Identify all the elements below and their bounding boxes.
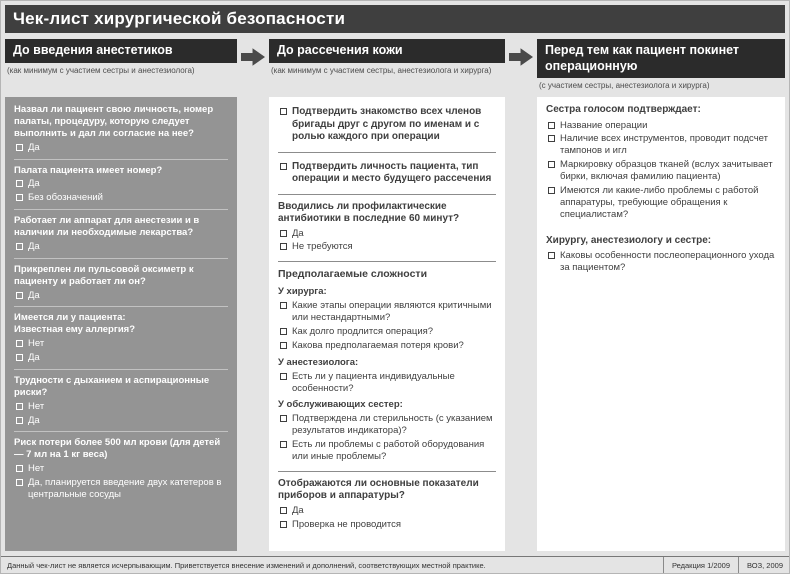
checkbox-option: [16, 142, 228, 154]
option-label: Не требуются: [292, 241, 353, 253]
subgroup-title: У анестезиолога:: [278, 356, 359, 368]
page-title-bar: [5, 5, 785, 33]
checkbox-icon[interactable]: [280, 163, 287, 170]
footer-revision: Редакция 1/2009: [671, 560, 731, 570]
option-label: Да: [28, 240, 40, 252]
checkbox-option: [16, 401, 228, 413]
footer-divider: [738, 557, 739, 573]
checkbox-option: [548, 120, 776, 132]
checkbox-icon[interactable]: [16, 354, 23, 361]
checkbox-option: [280, 371, 496, 395]
arrow-right-icon: [509, 47, 533, 67]
checkbox-option: [16, 477, 228, 501]
checklist-section: [14, 159, 228, 205]
option-label: Да: [28, 352, 40, 363]
column-header: До введения анестетиков: [5, 39, 237, 63]
checkbox-icon[interactable]: [280, 415, 287, 422]
checkbox-option: [16, 241, 228, 253]
checkbox-icon[interactable]: [16, 465, 23, 472]
option-label: Да: [28, 178, 40, 190]
checkbox-option: [16, 338, 228, 350]
checkbox-icon[interactable]: [16, 292, 23, 299]
checkbox-icon[interactable]: [280, 342, 287, 349]
option-label: Какова предполагаемая потеря крови?: [292, 339, 464, 351]
checkbox-option: [548, 159, 776, 183]
checkbox-icon[interactable]: [280, 373, 287, 380]
question-text: Назвал ли пациент свою личность, номер палаты, процедуру, которую следует выполнить и дал ли согласие на нее?: [14, 104, 214, 139]
column-header: До рассечения кожи: [269, 39, 505, 63]
checklist-section: [14, 209, 228, 253]
checkbox-icon[interactable]: [280, 521, 287, 528]
option-label: Есть ли у пациента индивидуальные особенности?: [292, 370, 455, 394]
checkbox-icon[interactable]: [548, 122, 555, 129]
column-header-area: [537, 39, 785, 97]
option-label: Наличие всех инструментов, проводит подсчет тампонов и игл: [560, 133, 768, 157]
option-label: Какие этапы операции являются критичными или нестандартными?: [292, 300, 492, 324]
checklist-group-team: [546, 235, 776, 274]
checkbox-icon[interactable]: [280, 328, 287, 335]
checkbox-icon[interactable]: [16, 417, 23, 424]
column-header-area: [269, 39, 505, 97]
column-subtitle: (как минимум с участием сестры и анестезиолога): [7, 65, 195, 75]
flow-arrow-container: [505, 39, 537, 551]
checkbox-option: [280, 439, 496, 463]
checkbox-option: [280, 519, 496, 531]
checkbox-icon[interactable]: [16, 144, 23, 151]
checkbox-option: [280, 340, 496, 352]
checkbox-option: [548, 133, 776, 157]
checkbox-option: [280, 300, 496, 324]
checkbox-option: [280, 161, 496, 186]
footer-divider: [663, 557, 664, 573]
checkbox-option: [280, 228, 496, 240]
question-text: Известная ему аллергия?: [14, 324, 136, 336]
option-label: Подтвердить знакомство всех членов бригады друг с другом по именам и с ролью каждого при операции: [292, 106, 482, 142]
checklist-section: [14, 104, 228, 154]
checkbox-icon[interactable]: [548, 161, 555, 168]
checkbox-icon[interactable]: [280, 230, 287, 237]
checklist-section: [14, 369, 228, 427]
question-text: Палата пациента имеет номер?: [14, 164, 163, 176]
question-text: Отображаются ли основные показатели приборов и аппаратуры?: [278, 477, 479, 502]
column-before-patient-leaves: [537, 39, 785, 551]
checkbox-option: [548, 250, 776, 274]
column-header-area: [5, 39, 237, 97]
group-title: Сестра голосом подтверждает:: [546, 104, 701, 115]
question-text: Имеется ли у пациента:: [14, 312, 126, 324]
checkbox-icon[interactable]: [16, 180, 23, 187]
checkbox-icon[interactable]: [280, 108, 287, 115]
option-label: Без обозначений: [28, 192, 103, 204]
checklist-section: [14, 306, 228, 364]
subgroup-title: У хирурга:: [278, 286, 327, 298]
group-title: Хирургу, анестезиологу и сестре:: [546, 234, 712, 246]
footer-disclaimer: Данный чек-лист не является исчерпывающим. Приветствуется внесение изменений и дополнений, соответствующих местной практике.: [7, 560, 486, 570]
question-text: Работает ли аппарат для анестезии и в наличии ли необходимые лекарства?: [14, 215, 200, 238]
checkbox-icon[interactable]: [280, 507, 287, 514]
checklist-block: [278, 194, 496, 262]
option-label: Маркировку образцов тканей (вслух зачитывает бирки, включая фамилию пациента): [560, 159, 773, 182]
option-label: Название операции: [560, 119, 648, 131]
question-text: Вводились ли профилактические антибиотики в последние 60 минут?: [278, 200, 460, 224]
checkbox-icon[interactable]: [280, 441, 287, 448]
checkbox-icon[interactable]: [16, 340, 23, 347]
checkbox-option: [16, 192, 228, 204]
option-label: Нет: [28, 463, 45, 475]
checkbox-option: [280, 413, 496, 437]
footer-organization: ВОЗ, 2009: [747, 560, 783, 570]
option-label: Да, планируется введение двух катетеров в центральные сосуды: [28, 477, 222, 500]
option-label: Нет: [28, 338, 45, 350]
checklist-block: [278, 471, 496, 539]
checklist-section: [14, 258, 228, 302]
option-label: Подтверждена ли стерильность (с указанием результатов индикатора)?: [292, 413, 493, 437]
block-title: Предполагаемые сложности: [278, 268, 428, 281]
column-before-skin-incision: [269, 39, 505, 551]
checkbox-option: [280, 106, 496, 144]
option-label: Есть ли проблемы с работой оборудования или иные проблемы?: [292, 439, 485, 462]
column-body: [537, 97, 785, 551]
column-body: [5, 97, 237, 551]
checkbox-option: [280, 505, 496, 517]
option-label: Нет: [28, 400, 45, 412]
checkbox-option: [16, 178, 228, 190]
column-body: [269, 97, 505, 551]
flow-arrow-container: [237, 39, 269, 551]
checkbox-icon[interactable]: [548, 252, 555, 259]
option-label: Да: [292, 227, 304, 239]
checkbox-icon[interactable]: [280, 302, 287, 309]
checkbox-icon[interactable]: [16, 403, 23, 410]
checkbox-option: [280, 326, 496, 338]
checkbox-icon[interactable]: [16, 479, 23, 486]
column-subtitle: (как минимум с участием сестры, анестезиолога и хирурга): [271, 65, 492, 75]
checkbox-option: [16, 352, 228, 364]
checkbox-option: [548, 185, 776, 221]
option-label: Подтвердить личность пациента, тип операции и место будущего рассечения: [292, 160, 492, 184]
option-label: Проверка не проводится: [292, 518, 402, 530]
question-text: Риск потери более 500 мл крови (для детей — 7 мл на 1 кг веса): [14, 437, 221, 461]
checklist-block-complications: [278, 261, 496, 471]
checklist-group-nurse: [546, 104, 776, 221]
option-label: Имеются ли какие-либо проблемы с работой аппаратуры, требующие обращения к специалистам?: [560, 184, 759, 220]
checkbox-option: [280, 241, 496, 253]
subgroup-title: У обслуживающих сестер:: [278, 399, 403, 411]
checkbox-icon[interactable]: [548, 135, 555, 142]
column-header: Перед тем как пациент покинет операционную: [537, 39, 785, 78]
page-title: Чек-лист хирургической безопасности: [13, 9, 346, 28]
column-subtitle: (с участием сестры, анестезиолога и хирурга): [539, 81, 710, 91]
option-label: Да: [28, 141, 40, 153]
checklist-section: [14, 431, 228, 500]
checklist-block: [278, 152, 496, 194]
checklist-columns: [5, 39, 785, 551]
checklist-block: [278, 106, 496, 152]
column-before-anesthesia: [5, 39, 237, 551]
option-label: Да: [292, 504, 304, 516]
option-label: Как долго продлится операция?: [292, 326, 434, 337]
checkbox-icon[interactable]: [548, 187, 555, 194]
checkbox-icon[interactable]: [16, 194, 23, 201]
option-label: Да: [28, 414, 40, 426]
option-label: Каковы особенности послеоперационного ухода за пациентом?: [560, 250, 775, 273]
checkbox-icon[interactable]: [280, 243, 287, 250]
checkbox-option: [16, 463, 228, 475]
checkbox-option: [16, 290, 228, 302]
question-text: Прикреплен ли пульсовой оксиметр к пациенту и работает ли он?: [14, 263, 194, 287]
arrow-right-icon: [241, 47, 265, 67]
option-label: Да: [28, 289, 40, 301]
checkbox-option: [16, 415, 228, 427]
checkbox-icon[interactable]: [16, 243, 23, 250]
page-footer: [1, 556, 789, 573]
question-text: Трудности с дыханием и аспирационные риски?: [14, 374, 210, 398]
